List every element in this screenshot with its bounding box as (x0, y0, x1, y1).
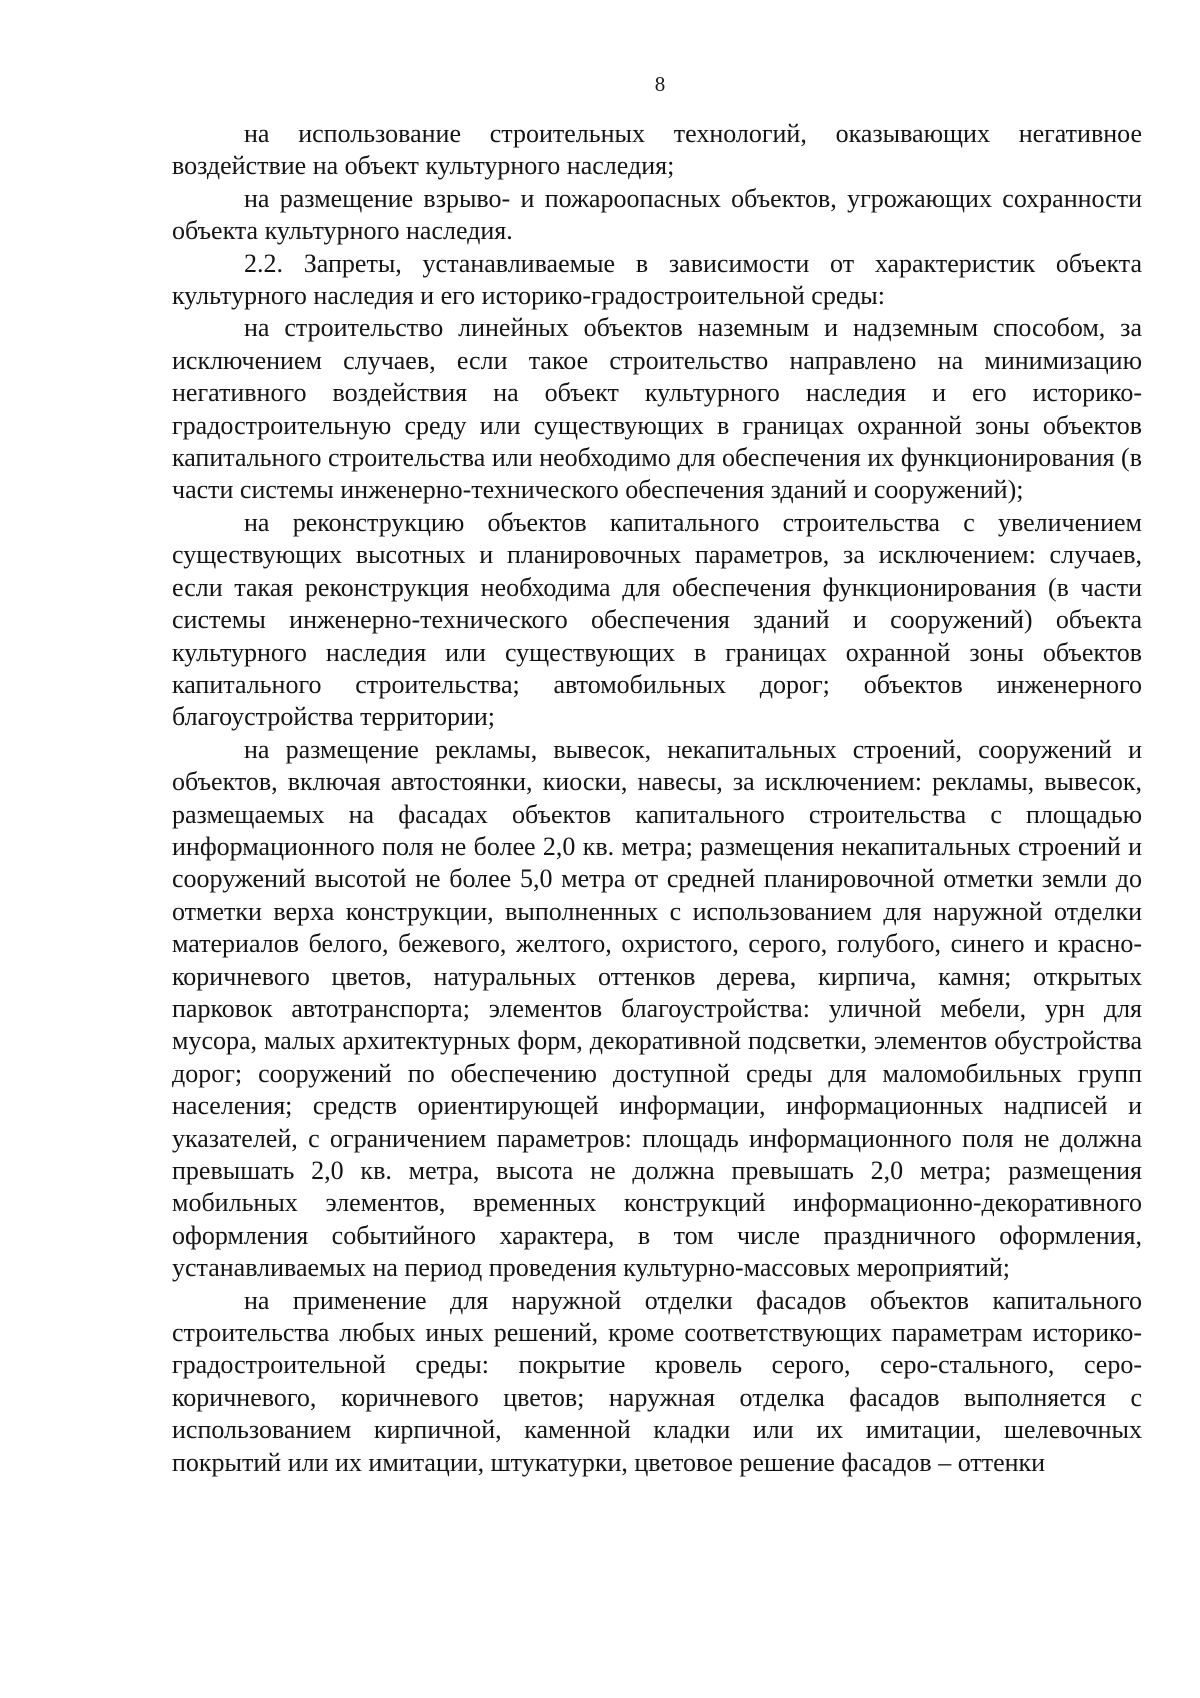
paragraph-construction-technologies: на использование строительных технологий, оказывающих негативное воздействие на объект культурного наследия; (172, 119, 1142, 181)
paragraph-section-2-2: 2.2. Запреты, устанавливаемые в зависимости от характеристик объекта культурного наследия и его историко-градостроительной среды: (172, 248, 1142, 311)
paragraph-hazardous-objects: на размещение взрыво- и пожароопасных объектов, угрожающих сохранности объекта культурного наследия. (172, 183, 1142, 246)
paragraph-advertising-placement: на размещение рекламы, вывесок, некапитальных строений, сооружений и объектов, включая автостоянки, киоски, навесы, за исключением: рекламы, вывесок, размещаемых на фасадах объектов капитального строительства с площадью информационного поля не более 2,0 кв. метра; размещения некапитальных строений и сооружений высотой не более 5,0 метра от средней планировочной отметки земли до отметки верха конструкции, выполненных с использованием для наружной отделки материалов белого, бежевого, желтого, охристого, серого, голубого, синего и красно-коричневого цветов, натуральных оттенков дерева, кирпича, камня; открытых парковок автотранспорта; элементов благоустройства: уличной мебели, урн для мусора, малых архитектурных форм, декоративной подсветки, элементов обустройства дорог; сооружений по обеспечению доступной среды для маломобильных групп населения; средств ориентирующей информации, информационных надписей и указателей, с ограничением параметров: площадь информационного поля не должна превышать 2,0 кв. метра, высота не должна превышать 2,0 метра; размещения мобильных элементов, временных конструкций информационно-декоративного оформления событийного характера, в том числе праздничного оформления, устанавливаемых на период проведения культурно-массовых мероприятий; (172, 734, 1142, 1283)
page-number: 8 (654, 72, 666, 96)
paragraph-linear-objects: на строительство линейных объектов наземным и надземным способом, за исключением случаев, если такое строительство направлено на минимизацию негативного воздействия на объект культурного наследия и его историко-градостроительную среду или существующих в границах охранной зоны объектов капитального строительства или необходимо для обеспечения их функционирования (в части системы инженерно-технического обеспечения зданий и сооружений); (172, 313, 1142, 505)
document-body (172, 118, 1142, 1479)
paragraph-reconstruction: на реконструкцию объектов капитального строительства с увеличением существующих высотных и планировочных параметров, за исключением: случаев, если такая реконструкция необходима для обеспечения функционирования (в части системы инженерно-технического обеспечения зданий и сооружений) объекта культурного наследия или существующих в границах охранной зоны объектов капитального строительства; автомобильных дорог; объектов инженерного благоустройства территории; (172, 507, 1142, 732)
paragraph-facade-finishing: на применение для наружной отделки фасадов объектов капитального строительства любых иных решений, кроме соответствующих параметрам историко-градостроительной среды: покрытие кровель серого, серо-стального, серо-коричневого, коричневого цветов; наружная отделка фасадов выполняется с использованием кирпичной, каменной кладки или их имитации, шелевочных покрытий или их имитации, штукатурки, цветовое решение фасадов – оттенки (172, 1285, 1142, 1477)
